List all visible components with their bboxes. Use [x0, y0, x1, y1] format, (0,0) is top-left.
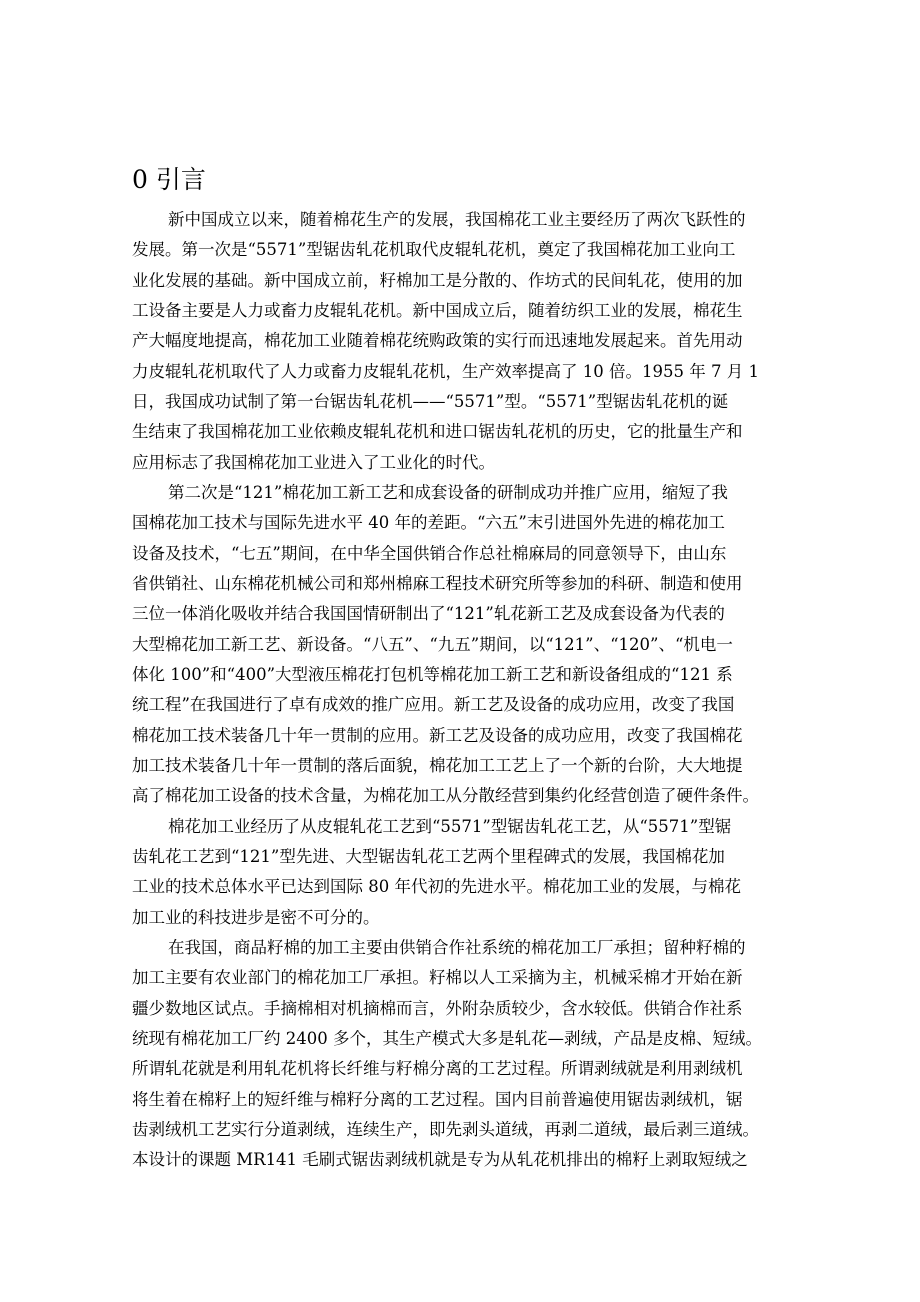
text-line: 本设计的课题 MR141 毛刷式锯齿剥绒机就是专为从轧花机排出的棉籽上剥取短绒之	[132, 1150, 748, 1170]
text-line: 发展。第一次是“5571”型锯齿轧花机取代皮辊轧花机，奠定了我国棉花加工业向工	[132, 240, 736, 260]
text-line: 疆少数地区试点。手摘棉相对机摘棉而言，外附杂质较少，含水较低。供销合作社系	[132, 998, 743, 1018]
text-line: 业化发展的基础。新中国成立前，籽棉加工是分散的、作坊式的民间轧花，使用的加	[132, 270, 743, 290]
text-line: 将生着在棉籽上的短纤维与棉籽分离的工艺过程。国内目前普遍使用锯齿剥绒机，锯	[132, 1089, 743, 1109]
text-line: 棉花加工业经历了从皮辊轧花工艺到“5571”型锯齿轧花工艺，从“5571”型锯	[168, 816, 732, 836]
text-line: 省供销社、山东棉花机械公司和郑州棉麻工程技术研究所等参加的科研、制造和使用	[132, 573, 743, 593]
text-line: 体化 100”和“400”大型液压棉花打包机等棉花加工新工艺和新设备组成的“121 系	[132, 664, 733, 684]
section-heading: 0 引言	[132, 165, 206, 194]
paragraph	[132, 933, 800, 1176]
text-line: 加工业的科技进步是密不可分的。	[132, 907, 380, 927]
text-line: 生结束了我国棉花加工业依赖皮辊轧花机和进口锯齿轧花机的历史，它的批量生产和	[132, 422, 743, 442]
text-line: 国棉花加工技术与国际先进水平 40 年的差距。“六五”末引进国外先进的棉花加工	[132, 513, 725, 533]
text-line: 在我国，商品籽棉的加工主要由供销合作社系统的棉花加工厂承担；留种籽棉的	[168, 937, 746, 957]
text-line: 齿剥绒机工艺实行分道剥绒，连续生产，即先剥头道绒，再剥二道绒，最后剥三道绒。	[132, 1119, 759, 1139]
text-line: 统工程”在我国进行了卓有成效的推广应用。新工艺及设备的成功应用，改变了我国	[132, 695, 735, 715]
text-line: 应用标志了我国棉花加工业进入了工业化的时代。	[132, 452, 495, 472]
text-line: 日，我国成功试制了第一台锯齿轧花机——“5571”型。“5571”型锯齿轧花机的诞	[132, 391, 729, 411]
text-line: 设备及技术，“七五”期间，在中华全国供销合作总社棉麻局的同意领导下，由山东	[132, 543, 727, 563]
text-line: 棉花加工技术装备几十年一贯制的应用。新工艺及设备的成功应用，改变了我国棉花	[132, 725, 743, 745]
text-line: 所谓轧花就是利用轧花机将长纤维与籽棉分离的工艺过程。所谓剥绒就是利用剥绒机	[132, 1059, 743, 1079]
text-line: 齿轧花工艺到“121”型先进、大型锯齿轧花工艺两个里程碑式的发展，我国棉花加	[132, 846, 725, 866]
body-text	[132, 205, 800, 1176]
text-line: 加工技术装备几十年一贯制的落后面貌，棉花加工工艺上了一个新的台阶，大大地提	[132, 755, 743, 775]
text-line: 大型棉花加工新工艺、新设备。“八五”、“九五”期间，以“121”、“120”、“机电一	[132, 634, 733, 654]
paragraph	[132, 205, 800, 478]
text-line: 新中国成立以来，随着棉花生产的发展，我国棉花工业主要经历了两次飞跃性的	[168, 210, 746, 229]
paragraph	[132, 478, 800, 812]
text-line: 高了棉花加工设备的技术含量，为棉花加工从分散经营到集约化经营创造了硬件条件。	[132, 786, 759, 806]
text-line: 三位一体消化吸收并结合我国国情研制出了“121”轧花新工艺及成套设备为代表的	[132, 604, 725, 624]
text-line: 工业的技术总体水平已达到国际 80 年代初的先进水平。棉花加工业的发展，与棉花	[132, 877, 741, 897]
paragraph	[132, 812, 800, 933]
text-line: 统现有棉花加工厂约 2400 多个，其生产模式大多是轧花—剥绒，产品是皮棉、短绒。	[132, 1028, 762, 1048]
text-line: 加工主要有农业部门的棉花加工厂承担。籽棉以人工采摘为主，机械采棉才开始在新	[132, 968, 743, 988]
text-line: 第二次是“121”棉花加工新工艺和成套设备的研制成功并推广应用，缩短了我	[168, 482, 728, 502]
text-line: 力皮辊轧花机取代了人力或畜力皮辊轧花机，生产效率提高了 10 倍。1955 年 7 月 1	[132, 361, 759, 381]
text-line: 产大幅度地提高，棉花加工业随着棉花统购政策的实行而迅速地发展起来。首先用动	[132, 331, 743, 351]
text-line: 工设备主要是人力或畜力皮辊轧花机。新中国成立后，随着纺织工业的发展，棉花生	[132, 300, 743, 320]
